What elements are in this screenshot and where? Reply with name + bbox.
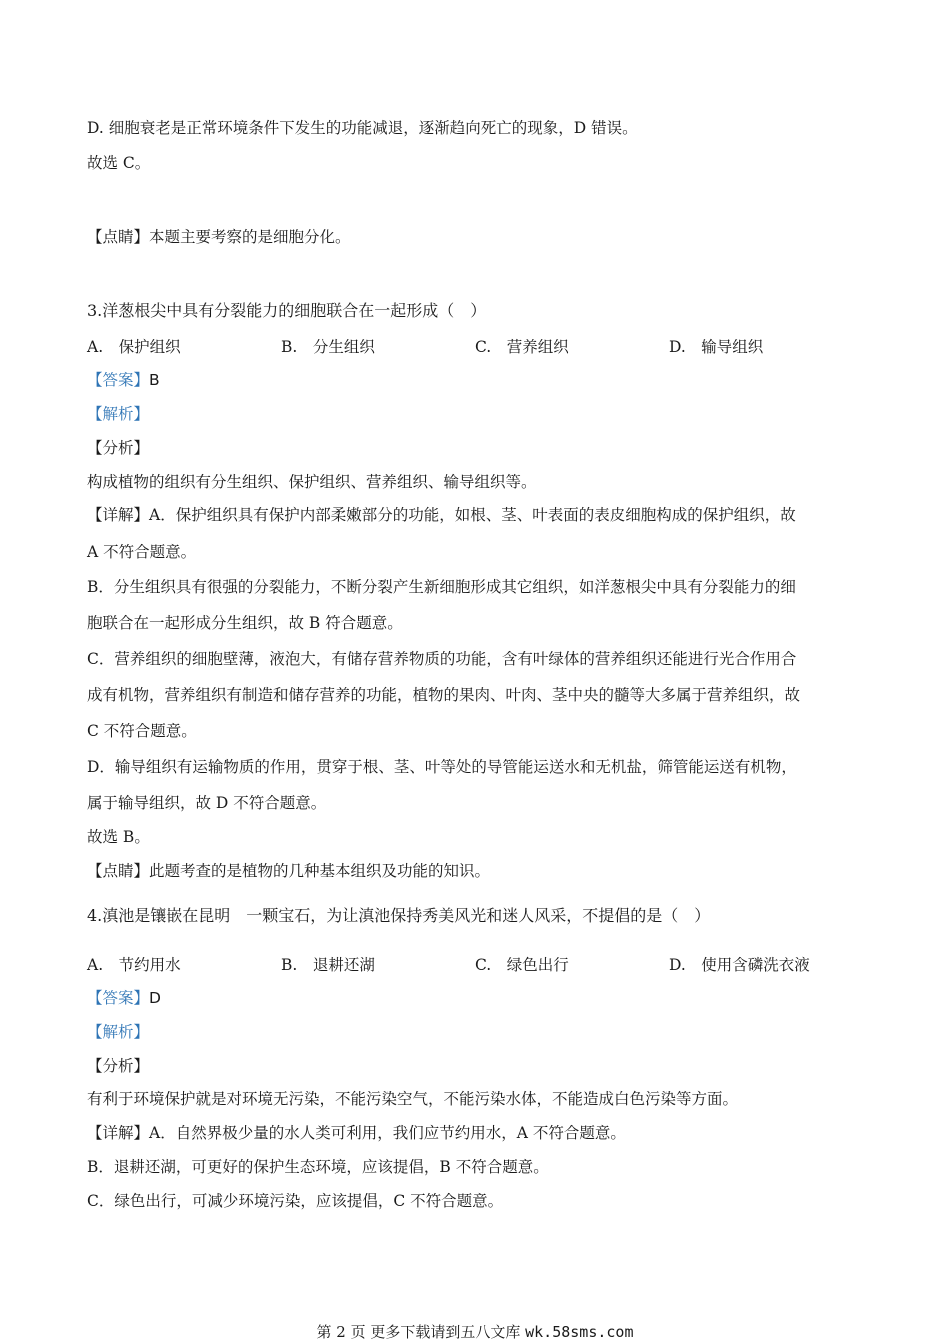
answer-tag: 【答案】: [87, 371, 150, 389]
question-4-stem: 4.滇池是镶嵌在昆明 一颗宝石，为让滇池保持秀美风光和迷人风采，不提倡的是（ ）: [87, 906, 711, 925]
paragraph: 有利于环境保护就是对环境无污染，不能污染空气，不能污染水体，不能造成白色污染等方面。: [87, 1090, 739, 1108]
question-3-option-d: D. 输导组织: [669, 338, 764, 356]
remark-paragraph: 【点睛】此题考查的是植物的几种基本组织及功能的知识。: [87, 862, 491, 880]
question-4-option-d: D. 使用含磷洗衣液: [669, 956, 810, 974]
question-3-option-a: A. 保护组织: [87, 338, 181, 356]
footer-page-text: 第 2 页 更多下载请到五八文库: [316, 1323, 526, 1341]
answer-value: B: [149, 371, 160, 389]
analysis-tag: 【解析】: [87, 1023, 150, 1041]
paragraph: 【详解】A．自然界极少量的水人类可利用，我们应节约用水，A 不符合题意。: [87, 1124, 626, 1142]
paragraph: 成有机物，营养组织有制造和储存营养的功能，植物的果肉、叶肉、茎中央的髓等大多属于营养组织，故: [87, 686, 801, 704]
paragraph: D. 细胞衰老是正常环境条件下发生的功能减退，逐渐趋向死亡的现象，D 错误。: [87, 119, 638, 137]
paragraph: C．绿色出行，可减少环境污染，应该提倡，C 不符合题意。: [87, 1192, 504, 1210]
paragraph: B．退耕还湖，可更好的保护生态环境，应该提倡，B 不符合题意。: [87, 1158, 549, 1176]
section-tag: 【分析】: [87, 1057, 150, 1075]
answer-tag: 【答案】: [87, 989, 150, 1007]
paragraph: 属于输导组织，故 D 不符合题意。: [87, 794, 327, 812]
question-3-option-c: C. 营养组织: [475, 338, 569, 356]
answer-value: D: [149, 989, 161, 1007]
analysis-tag: 【解析】: [87, 405, 150, 423]
paragraph: 故选 B。: [87, 828, 150, 846]
question-4-option-c: C. 绿色出行: [475, 956, 569, 974]
paragraph: C．营养组织的细胞壁薄，液泡大，有储存营养物质的功能，含有叶绿体的营养组织还能进行光合作用合: [87, 650, 797, 668]
question-4-answer: [87, 987, 161, 1009]
paragraph: C 不符合题意。: [87, 722, 197, 740]
paragraph: B．分生组织具有很强的分裂能力，不断分裂产生新细胞形成其它组织，如洋葱根尖中具有分裂能力的细: [87, 578, 796, 596]
question-3-option-b: B. 分生组织: [281, 338, 375, 356]
page-footer: [0, 1322, 950, 1342]
question-3-answer: [87, 369, 160, 391]
paragraph: 【详解】A．保护组织具有保护内部柔嫩部分的功能，如根、茎、叶表面的表皮细胞构成的保护组织，故: [87, 506, 796, 524]
remark-paragraph: 【点睛】本题主要考察的是细胞分化。: [87, 228, 351, 246]
paragraph: 构成植物的组织有分生组织、保护组织、营养组织、输导组织等。: [87, 473, 537, 491]
question-4-option-b: B. 退耕还湖: [281, 956, 375, 974]
paragraph: A 不符合题意。: [87, 543, 197, 561]
paragraph: 故选 C。: [87, 154, 151, 172]
question-4-option-a: A. 节约用水: [87, 956, 181, 974]
footer-site-link[interactable]: wk.58sms.com: [525, 1323, 634, 1341]
paragraph: 胞联合在一起形成分生组织，故 B 符合题意。: [87, 614, 403, 632]
section-tag: 【分析】: [87, 439, 150, 457]
question-3-stem: 3.洋葱根尖中具有分裂能力的细胞联合在一起形成（ ）: [87, 301, 487, 320]
paragraph: D．输导组织有运输物质的作用，贯穿于根、茎、叶等处的导管能运送水和无机盐，筛管能运送有机物，: [87, 758, 797, 776]
